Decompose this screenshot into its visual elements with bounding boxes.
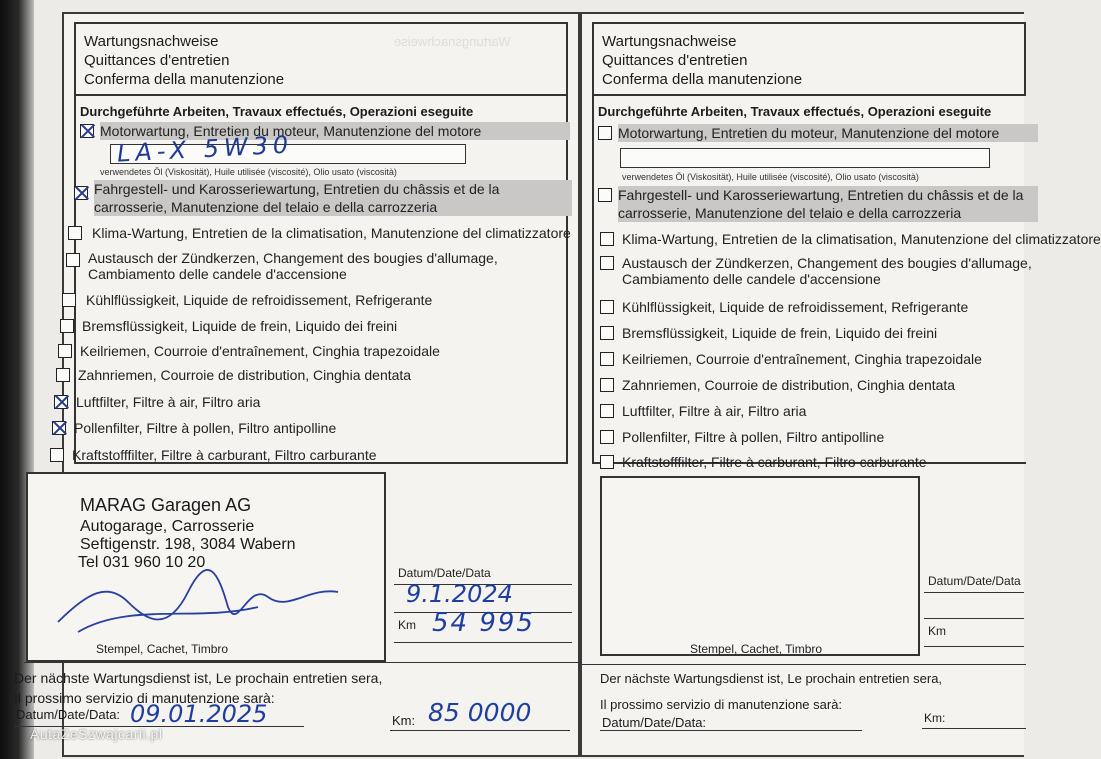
work-item-label: Keilriemen, Courroie d'entraînement, Cinghia trapezoidale [80, 343, 440, 359]
next-km-handwritten: 85 0000 [428, 698, 532, 727]
next-km-line[interactable] [922, 728, 1026, 729]
checkbox[interactable] [598, 188, 612, 202]
title-it: Conferma della manutenzione [84, 71, 285, 88]
stamp-line2: Seftigenstr. 198, 3084 Wabern [80, 536, 296, 553]
viscosity-caption: verwendetes Öl (Viskosität), Huile utilisée (viscosité), Olio usato (viscosità) [100, 167, 397, 177]
next-service-line1: Der nächste Wartungsdienst ist, Le prochain entretien sera, [14, 670, 383, 686]
next-service-line2: Il prossimo servizio di manutenzione sarà: [600, 697, 843, 712]
checkbox[interactable] [600, 326, 614, 340]
work-item-label-line2: carrosserie, Manutenzione del telaio e della carrozzeria [618, 204, 1038, 222]
work-item-label-line2: Cambiamento delle candele d'accensione [622, 271, 881, 287]
title-it: Conferma della manutenzione [602, 71, 803, 88]
checkbox[interactable] [68, 226, 82, 240]
maintenance-page-left [14, 12, 580, 757]
checkbox-checked[interactable] [74, 186, 88, 200]
work-item-label: Kraftstofffilter, Filtre à carburant, Filtro carburante [622, 454, 927, 470]
work-item-label: Kraftstofffilter, Filtre à carburant, Filtro carburante [72, 447, 377, 463]
checkbox[interactable] [60, 319, 74, 333]
work-item-label: Keilriemen, Courroie d'entraînement, Cinghia trapezoidale [622, 351, 982, 367]
viscosity-handwritten: LA-X 5W30 [116, 130, 294, 168]
work-item-label: Luftfilter, Filtre à air, Filtro aria [76, 394, 261, 410]
work-item-label: Pollenfilter, Filtre à pollen, Filtro antipolline [622, 429, 885, 445]
work-heading: Durchgeführte Arbeiten, Travaux effectués, Operazioni eseguite [80, 104, 474, 119]
watermark-text: AutaZeSzwajcarii.pl [30, 726, 163, 742]
work-item-label: Pollenfilter, Filtre à pollen, Filtro antipolline [74, 420, 337, 436]
work-item-label: Austausch der Zündkerzen, Changement des bougies d'allumage, [88, 250, 498, 266]
checkbox[interactable] [600, 300, 614, 314]
stamp-line1: Autogarage, Carrosserie [80, 518, 255, 535]
section-divider [24, 662, 584, 663]
work-item-label: Fahrgestell- und Karosseriewartung, Entretien du châssis et de la [94, 180, 572, 198]
checkbox[interactable] [62, 293, 76, 307]
checkbox-checked[interactable] [52, 421, 66, 435]
next-date-line[interactable] [600, 730, 862, 731]
checkbox[interactable] [600, 430, 614, 444]
date-label: Datum/Date/Data [398, 566, 491, 580]
checkbox[interactable] [58, 344, 72, 358]
checkbox[interactable] [598, 126, 612, 140]
date-handwritten: 9.1.2024 [406, 580, 513, 608]
title-fr: Quittances d'entretien [602, 52, 748, 69]
next-date-label: Datum/Date/Data: [602, 715, 707, 730]
work-item-label: Austausch der Zündkerzen, Changement des bougies d'allumage, [622, 255, 1032, 271]
work-item-label: Kühlflüssigkeit, Liquide de refroidissement, Refrigerante [622, 299, 969, 315]
km-label: Km [928, 624, 946, 638]
checkbox[interactable] [56, 368, 70, 382]
work-item-label: Bremsflüssigkeit, Liquide de frein, Liquido dei freini [622, 325, 938, 341]
maintenance-page-right [580, 12, 1101, 757]
work-item-label: Zahnriemen, Courroie de distribution, Cinghia dentata [622, 377, 956, 393]
viscosity-field[interactable] [620, 148, 990, 168]
stamp-box [26, 472, 386, 662]
work-item-label: Motorwartung, Entretien du moteur, Manutenzione del motore [618, 124, 1038, 142]
work-item-label-line2: Cambiamento delle candele d'accensione [88, 266, 347, 282]
stamp-firm-name: MARAG Garagen AG [80, 495, 252, 515]
next-date-handwritten: 09.01.2025 [130, 700, 268, 728]
next-service-line1: Der nächste Wartungsdienst ist, Le prochain entretien sera, [600, 671, 943, 686]
checkbox-checked[interactable] [54, 395, 68, 409]
checkbox[interactable] [50, 448, 64, 462]
checkbox[interactable] [600, 404, 614, 418]
work-item-label-line2: carrosserie, Manutenzione del telaio e della carrozzeria [94, 198, 572, 216]
signature-scribble [48, 562, 348, 642]
work-item-label: Klima-Wartung, Entretien de la climatisation, Manutenzione del climatizzatore [622, 231, 1101, 247]
stamp-caption: Stempel, Cachet, Timbro [96, 642, 229, 656]
checkbox[interactable] [600, 352, 614, 366]
work-box-left [72, 96, 571, 464]
section-divider [582, 664, 1026, 665]
next-km-line [390, 730, 570, 731]
work-heading: Durchgeführte Arbeiten, Travaux effectués, Operazioni eseguite [598, 104, 992, 119]
checkbox-checked[interactable] [80, 124, 94, 138]
next-km-label: Km: [392, 713, 416, 728]
date-line [924, 592, 1024, 593]
km-line [394, 642, 572, 643]
work-item-label: Kühlflüssigkeit, Liquide de refroidissement, Refrigerante [86, 292, 433, 308]
next-km-label: Km: [924, 711, 946, 725]
work-box-right [592, 96, 1101, 470]
km-label: Km [398, 618, 416, 632]
work-item-label: Fahrgestell- und Karosseriewartung, Entretien du châssis et de la [618, 186, 1038, 204]
km-line [924, 646, 1024, 647]
stamp-caption: Stempel, Cachet, Timbro [690, 642, 823, 656]
date-line-2 [924, 618, 1024, 619]
work-item-label: Luftfilter, Filtre à air, Filtro aria [622, 403, 807, 419]
next-service-line2: Il prossimo servizio di manutenzione sarà: [14, 690, 275, 706]
title-box-right [592, 22, 1026, 96]
checkbox[interactable] [600, 256, 614, 270]
bleedthrough-text: Wartungsnachweise [394, 34, 511, 49]
stamp-box[interactable] [600, 476, 920, 656]
checkbox[interactable] [600, 378, 614, 392]
viscosity-caption: verwendetes Öl (Viskosität), Huile utilisée (viscosité), Olio usato (viscosità) [622, 172, 919, 182]
work-item-label: Zahnriemen, Courroie de distribution, Cinghia dentata [78, 367, 412, 383]
checkbox[interactable] [600, 455, 614, 469]
stamp-phone: Tel 031 960 10 20 [78, 554, 206, 571]
checkbox[interactable] [66, 253, 80, 267]
next-date-label: Datum/Date/Data: [16, 707, 121, 722]
work-item-label: Klima-Wartung, Entretien de la climatisation, Manutenzione del climatizzatore [92, 225, 571, 241]
title-de: Wartungsnachweise [84, 33, 219, 50]
checkbox[interactable] [600, 232, 614, 246]
title-fr: Quittances d'entretien [84, 52, 230, 69]
work-item-label: Bremsflüssigkeit, Liquide de frein, Liquido dei freini [82, 318, 398, 334]
date-label: Datum/Date/Data [928, 574, 1021, 588]
km-handwritten: 54 995 [432, 608, 535, 638]
work-item-label: Motorwartung, Entretien du moteur, Manutenzione del motore [100, 122, 570, 140]
title-de: Wartungsnachweise [602, 33, 737, 50]
